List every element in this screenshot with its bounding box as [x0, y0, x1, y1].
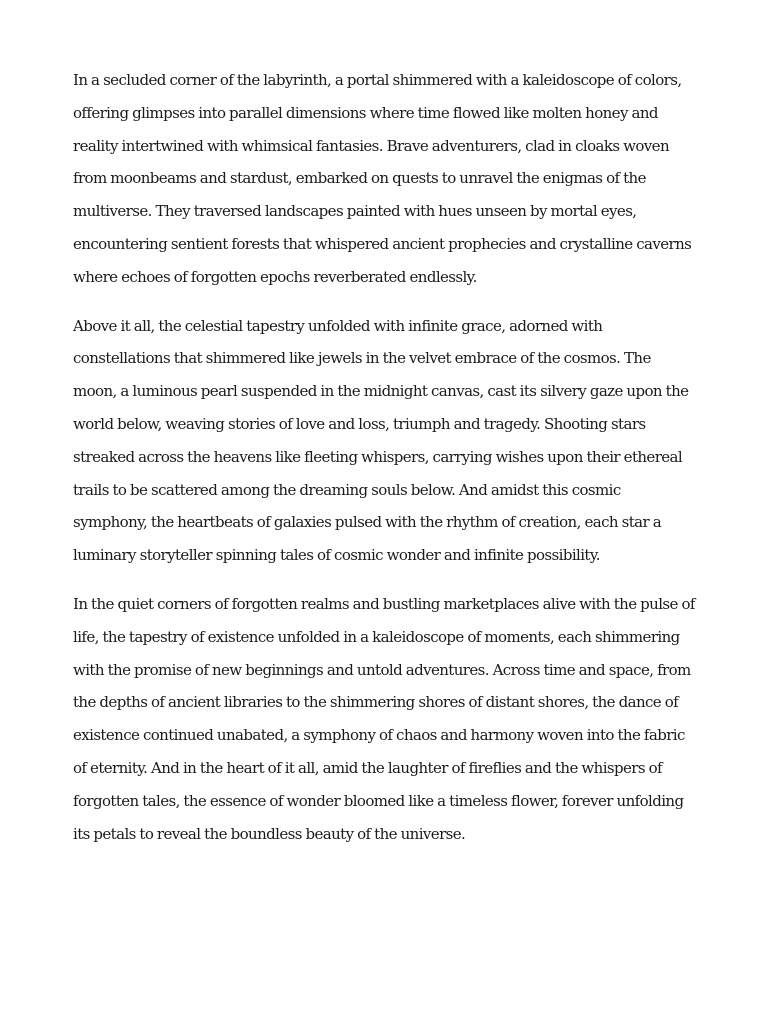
paragraph-2: Above it all, the celestial tapestry unfolded with infinite grace, adorned with constellations that shimmered like jewels in the velvet embrace of the cosmos. The moon, a luminous pearl suspended in the midnight canvas, cast its silvery gaze upon the world below, weaving stories of love and loss, triumph and tragedy. Shooting stars streaked across the heavens like fleeting whispers, carrying wishes upon their ethereal trails to be scattered among the dreaming souls below. And amidst this cosmic symphony, the heartbeats of galaxies pulsed with the rhythm of creation, each star a luminary storyteller spinning tales of cosmic wonder and infinite possibility.	[73, 316, 689, 565]
paragraph-3: In the quiet corners of forgotten realms and bustling marketplaces alive with the pulse of life, the tapestry of existence unfolded in a kaleidoscope of moments, each shimmering with the promise of new beginnings and untold adventures. Across time and space, from the depths of ancient libraries to the shimmering shores of distant shores, the dance of existence continued unabated, a symphony of chaos and harmony woven into the fabric of eternity. And in the heart of it all, amid the laughter of fireflies and the whispers of forgotten tales, the essence of wonder bloomed like a timeless flower, forever unfolding its petals to reveal the boundless beauty of the universe.	[73, 594, 695, 843]
paragraph-1: In a secluded corner of the labyrinth, a portal shimmered with a kaleidoscope of colors, offering glimpses into parallel dimensions where time flowed like molten honey and reality intertwined with whimsical fantasies. Brave adventurers, clad in cloaks woven from moonbeams and stardust, embarked on quests to unravel the enigmas of the multiverse. They traversed landscapes painted with hues unseen by mortal eyes, encountering sentient forests that whispered ancient prophecies and crystalline caverns where echoes of forgotten epochs reverberated endlessly.	[73, 71, 692, 286]
